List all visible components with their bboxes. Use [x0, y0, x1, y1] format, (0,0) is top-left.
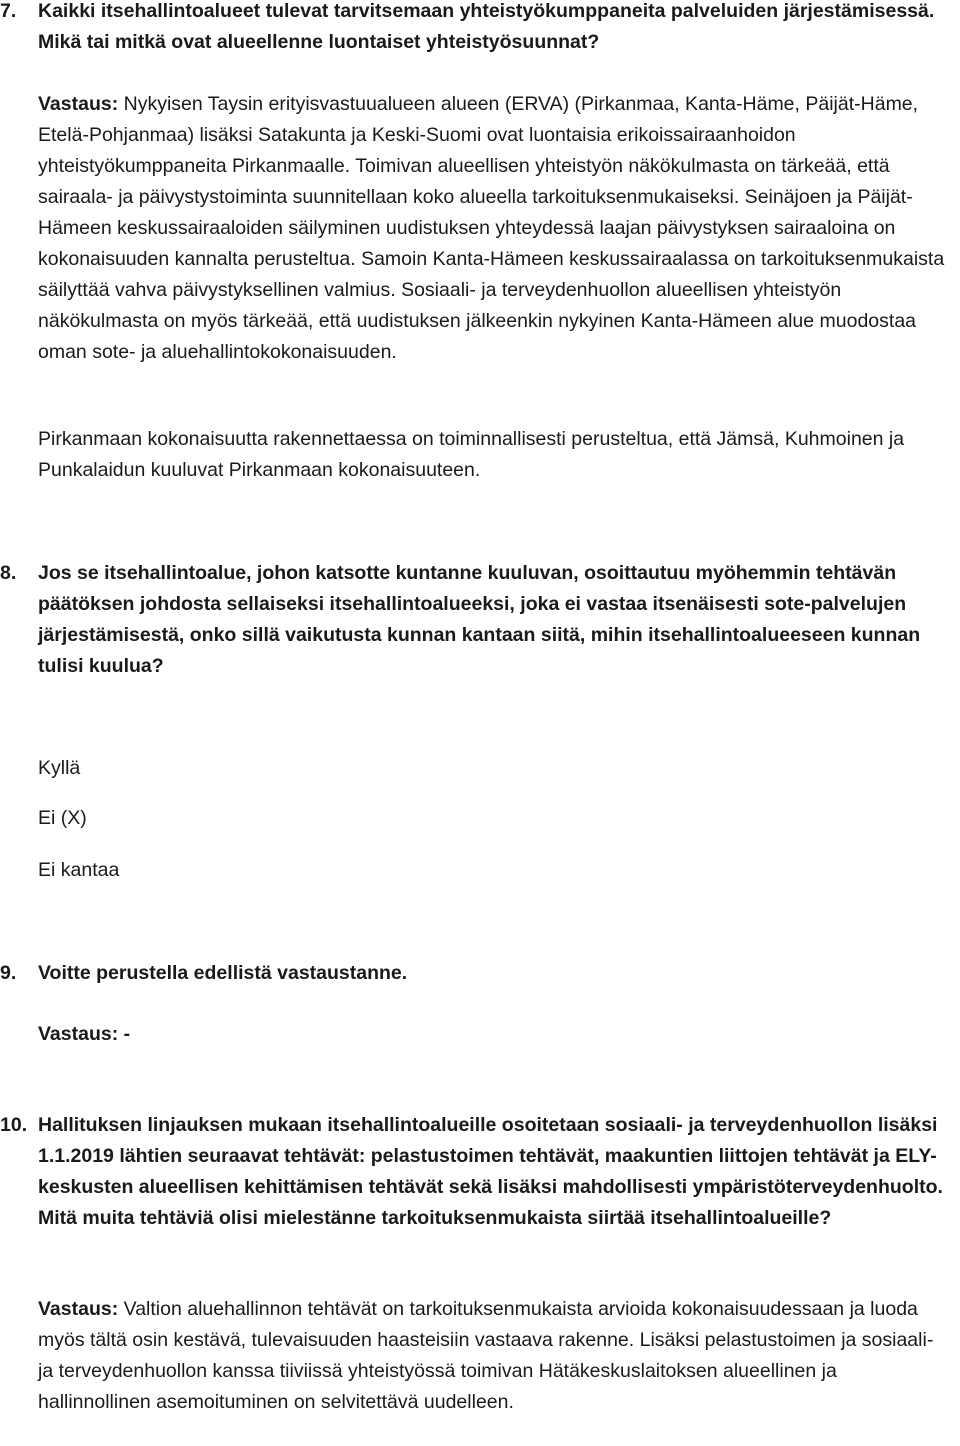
option-ei-kantaa: Ei kantaa [38, 859, 120, 881]
answer-7-paragraph-2: Pirkanmaan kokonaisuutta rakennettaessa on toiminnallisesti perusteltua, että Jämsä, Kuhmoinen ja Punkalaidun kuuluvat Pirkanmaan kokonaisuuteen. [38, 428, 905, 481]
question-9-text: Voitte perustella edellistä vastaustanne. [38, 962, 408, 984]
answer-10 [38, 1294, 950, 1418]
question-10-number: 10. [0, 1114, 28, 1136]
question-9-number: 9. [0, 962, 17, 984]
answer-10-text: Valtion aluehallinnon tehtävät on tarkoituksenmukaista arvioida kokonaisuudessaan ja luoda myös tältä osin kestävä, tulevaisuuden haasteisiin vastaava rakenne. Lisäksi pelastustoimen ja sosiaali- ja terveydenhuollon kanssa tiiviissä yhteistyössä toimivan Hätäkeskuslaitoksen alueellinen ja hallinnollinen asemoituminen on selvitettävä uudelleen. [38, 1298, 934, 1413]
question-9 [0, 958, 950, 989]
answer-7 [38, 89, 950, 368]
question-10 [0, 1110, 950, 1234]
question-7 [0, 0, 950, 58]
answer-7-text: Nykyisen Taysin erityisvastuualueen alueen (ERVA) (Pirkanmaa, Kanta-Häme, Päijät-Häme, Etelä-Pohjanmaa) lisäksi Satakunta ja Keski-Suomi ovat luontaisia erikoissairaanhoidon yhteistyökumppaneita Pirkanmaalle. Toimivan alueellisen yhteistyön näkökulmasta on tärkeää, että sairaala- ja päivystystoiminta suunnitellaan koko alueella tarkoituksenmukaiseksi. Seinäjoen ja Päijät-Hämeen keskussairaaloiden säilyminen uudistuksen yhteydessä laajan päivystyksen sairaaloina on kokonaisuuden kannalta perusteltua. Samoin Kanta-Hämeen keskussairaalassa on tarkoituksenmukaista säilyttää vahva päivystyksellinen valmius. Sosiaali- ja terveydenhuollon alueellisen yhteistyön näkökulmasta on myös tärkeää, että uudistuksen jälkeenkin nykyinen Kanta-Hämeen alue muodostaa oman sote- ja aluehallintokokonaisuuden. [38, 93, 945, 363]
question-8-number: 8. [0, 562, 17, 584]
question-10-text: Hallituksen linjauksen mukaan itsehallintoalueille osoitetaan sosiaali- ja terveydenhuollon lisäksi 1.1.2019 lähtien seuraavat tehtävät: pelastustoimen tehtävät, maakuntien liittojen tehtävät ja ELY-keskusten alueellisen kehittämisen tehtävät sekä lisäksi mahdollisesti ympäristöterveydenhuolto. Mitä muita tehtäviä olisi mielestänne tarkoituksenmukaista siirtää itsehallintoalueille? [38, 1114, 943, 1229]
question-8-text: Jos se itsehallintoalue, johon katsotte kuntanne kuuluvan, osoittautuu myöhemmin tehtävän päätöksen johdosta sellaiseksi itsehallintoalueeksi, joka ei vastaa itsenäisesti sote-palvelujen järjestämisestä, onko sillä vaikutusta kunnan kantaan siitä, mihin itsehallintoalueeseen kunnan tulisi kuulua? [38, 562, 921, 677]
answer-10-label: Vastaus: [38, 1298, 119, 1320]
question-7-text: Kaikki itsehallintoalueet tulevat tarvitsemaan yhteistyökumppaneita palveluiden järjestämisessä. Mikä tai mitkä ovat alueellenne luontaiset yhteistyösuunnat? [38, 0, 935, 53]
option-ei-selected: Ei (X) [38, 807, 87, 829]
answer-7-label: Vastaus: [38, 93, 119, 115]
question-7-number: 7. [0, 0, 17, 22]
option-kylla: Kyllä [38, 757, 81, 779]
answer-9: Vastaus: - [38, 1023, 131, 1045]
question-8 [0, 558, 950, 682]
